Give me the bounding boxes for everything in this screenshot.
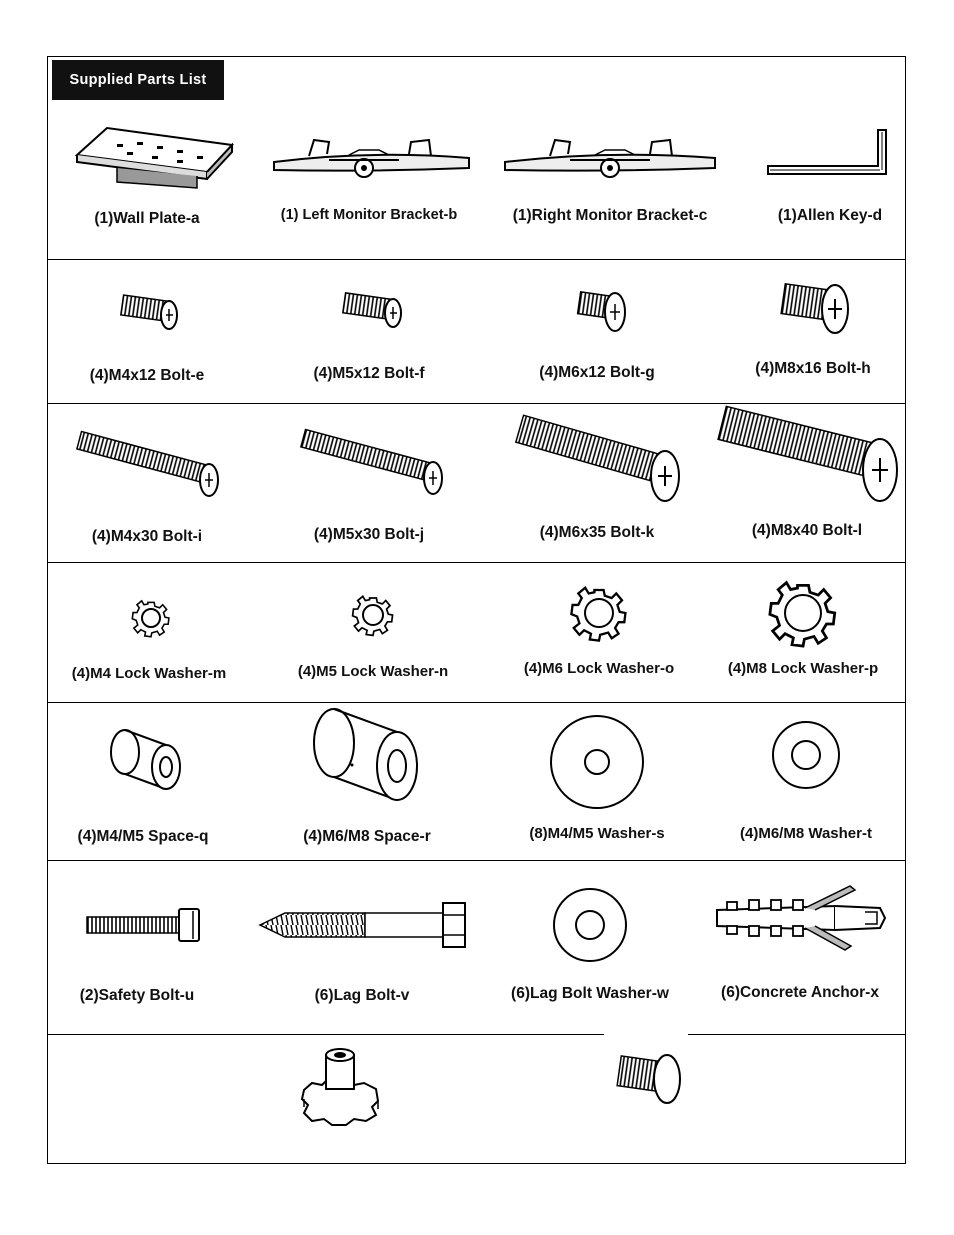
row-divider [47,1034,906,1035]
part-label: (4)M4 Lock Washer-m [71,665,227,682]
row-divider [47,860,906,861]
bolt-icon [97,282,197,342]
part-item [44,588,258,688]
part-label: (4)M6 Lock Washer-o [523,660,675,677]
part-label: (1) Left Monitor Bracket-b [280,207,458,223]
allen-key-icon [760,120,900,190]
monitor-bracket-icon [269,120,469,190]
knob-icon [292,1045,392,1135]
row-divider [47,259,906,260]
part-item [266,585,480,685]
part-item [262,120,476,245]
spacer-icon [93,720,193,800]
part-item [255,895,469,1015]
bolt-icon [597,1045,697,1115]
lag-bolt-icon [255,895,475,955]
part-item [40,282,254,392]
part-label: (4)M8 Lock Washer-p [727,660,879,677]
part-item [706,275,920,390]
part-item [492,580,706,690]
lock-washer-icon [343,585,403,645]
row-divider [47,403,906,404]
part-label: (4)M5x30 Bolt-j [313,526,425,543]
part-label: (4)M6/M8 Space-r [303,828,431,845]
part-item [483,885,697,1010]
part-item [700,408,914,548]
part-item [693,878,907,1003]
part-item [500,120,714,245]
wall-plate-icon [57,120,237,190]
part-label: (1)Allen Key-d [777,207,883,224]
part-label: (4)M4/M5 Space-q [77,828,209,845]
lock-washer-icon [765,575,841,651]
part-label: (8)M4/M5 Washer-s [529,825,665,842]
part-item [490,712,704,842]
washer-icon [550,885,630,965]
bolt-icon [712,408,902,508]
part-item [30,895,244,1015]
part-item [699,715,913,845]
part-label: (4)M6/M8 Washer-t [740,825,872,842]
part-item [262,420,476,550]
part-item [36,720,250,850]
part-label: (4)M4x30 Bolt-i [91,528,203,545]
part-item [235,1045,449,1155]
bolt-icon [67,420,227,510]
part-label: (4)M5x12 Bolt-f [313,365,425,382]
part-item [490,410,704,550]
washer-icon [547,712,647,812]
concrete-anchor-icon [705,878,895,958]
part-item [723,120,937,245]
part-label: (4)M8x40 Bolt-l [751,522,863,539]
row-divider [47,562,906,563]
part-label: (4)M5 Lock Washer-n [297,663,449,680]
safety-bolt-icon [67,895,207,955]
part-label: (4)M4x12 Bolt-e [89,367,205,384]
part-label: (6)Lag Bolt Washer-w [511,985,669,1002]
part-label: (4)M6x12 Bolt-g [539,364,655,381]
bolt-icon [319,282,419,342]
part-label: (4)M8x16 Bolt-h [755,360,871,377]
part-label: (2)Safety Bolt-u [79,987,195,1004]
page-title: Supplied Parts List [52,60,224,100]
part-item [490,282,704,392]
spacer-icon [302,705,432,805]
part-item [540,1045,754,1125]
part-item [696,575,910,685]
part-item [40,120,254,245]
bolt-icon [507,410,687,510]
divider-gap [604,1031,688,1039]
washer-icon [766,715,846,795]
part-label: (6)Lag Bolt-v [314,987,410,1004]
monitor-bracket-icon [500,120,720,190]
bolt-icon [763,275,863,345]
row-divider [47,702,906,703]
lock-washer-icon [121,588,181,648]
part-item [260,705,474,845]
bolt-icon [547,282,647,342]
part-item [40,420,254,550]
part-label: (1)Right Monitor Bracket-c [512,207,708,224]
part-label: (1)Wall Plate-a [94,210,200,227]
bolt-icon [289,420,449,510]
part-label: (6)Concrete Anchor-x [721,984,879,1001]
part-item [262,282,476,392]
part-label: (4)M6x35 Bolt-k [539,524,655,541]
lock-washer-icon [566,580,632,646]
